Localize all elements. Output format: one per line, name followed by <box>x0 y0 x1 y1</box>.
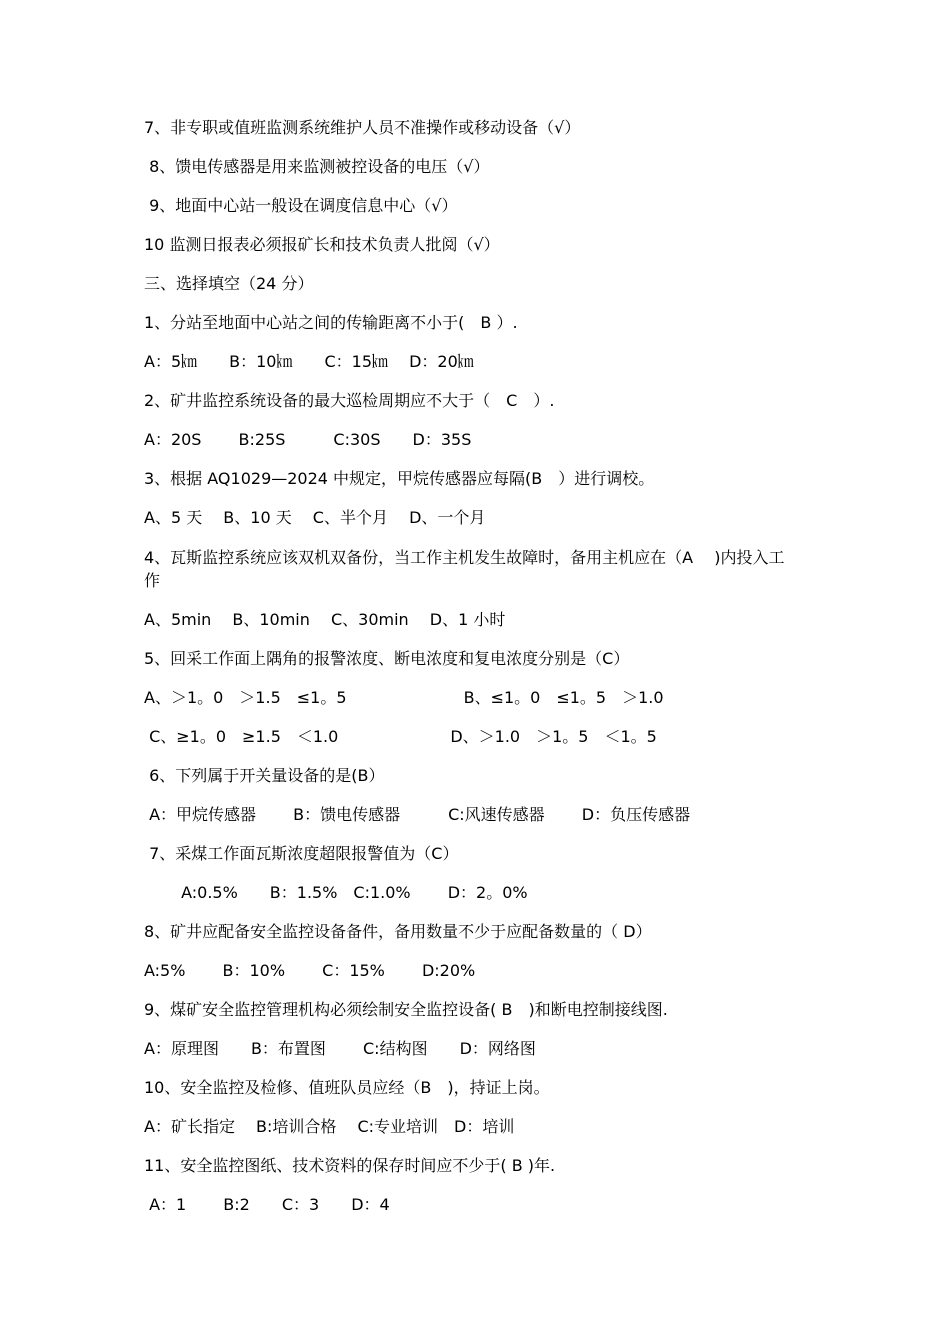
options-9: A：原理图 B：布置图 C:结构图 D：网络图 <box>144 1039 536 1058</box>
question-4: 4、瓦斯监控系统应该双机双备份，当工作主机发生故障时，备用主机应在（A )内投入工作 <box>144 548 785 590</box>
options-8: A:5% B：10% C：15% D:20% <box>144 961 476 980</box>
question-8: 8、矿井应配备安全监控设备备件，备用数量不少于应配备数量的（ D） <box>144 922 652 941</box>
question-9: 9、煤矿安全监控管理机构必须绘制安全监控设备( B )和断电控制接线图. <box>144 1000 668 1019</box>
question-11: 11、安全监控图纸、技术资料的保存时间应不少于( B )年. <box>144 1156 556 1175</box>
true-false-item-8: 8、馈电传感器是用来监测被控设备的电压（√） <box>144 157 490 176</box>
options-11: A：1 B:2 C：3 D：4 <box>144 1195 390 1214</box>
true-false-item-9: 9、地面中心站一般设在调度信息中心（√） <box>144 196 458 215</box>
options-3: A、5 天 B、10 天 C、半个月 D、一个月 <box>144 508 486 527</box>
options-5-cd: C、≥1。0 ≥1.5 ＜1.0 D、＞1.0 ＞1。5 ＜1。5 <box>144 727 657 746</box>
options-4: A、5min B、10min C、30min D、1 小时 <box>144 610 506 629</box>
question-1: 1、分站至地面中心站之间的传输距离不小于( B ）. <box>144 313 518 332</box>
options-1: A：5㎞ B：10㎞ C：15㎞ D：20㎞ <box>144 352 474 371</box>
options-10: A：矿长指定 B:培训合格 C:专业培训 D：培训 <box>144 1117 515 1136</box>
true-false-item-10: 10 监测日报表必须报矿长和技术负责人批阅（√） <box>144 235 500 254</box>
question-10: 10、安全监控及检修、值班队员应经（B )，持证上岗。 <box>144 1078 550 1097</box>
question-7: 7、采煤工作面瓦斯浓度超限报警值为（C） <box>144 844 459 863</box>
options-6: A：甲烷传感器 B：馈电传感器 C:风速传感器 D：负压传感器 <box>144 805 691 824</box>
question-3: 3、根据 AQ1029—2024 中规定，甲烷传感器应每隔(B ）进行调校。 <box>144 469 655 488</box>
question-5: 5、回采工作面上隅角的报警浓度、断电浓度和复电浓度分别是（C） <box>144 649 630 668</box>
true-false-item-7: 7、非专职或值班监测系统维护人员不准操作或移动设备（√） <box>144 118 581 137</box>
options-5-ab: A、＞1。0 ＞1.5 ≤1。5 B、≤1。0 ≤1。5 ＞1.0 <box>144 688 664 707</box>
options-2: A：20S B:25S C:30S D：35S <box>144 430 472 449</box>
section-heading: 三、选择填空（24 分） <box>144 274 314 293</box>
options-7: A:0.5% B：1.5% C:1.0% D：2。0% <box>144 883 528 902</box>
question-6: 6、下列属于开关量设备的是(B） <box>144 766 385 785</box>
question-2: 2、矿井监控系统设备的最大巡检周期应不大于（ C ）. <box>144 391 555 410</box>
